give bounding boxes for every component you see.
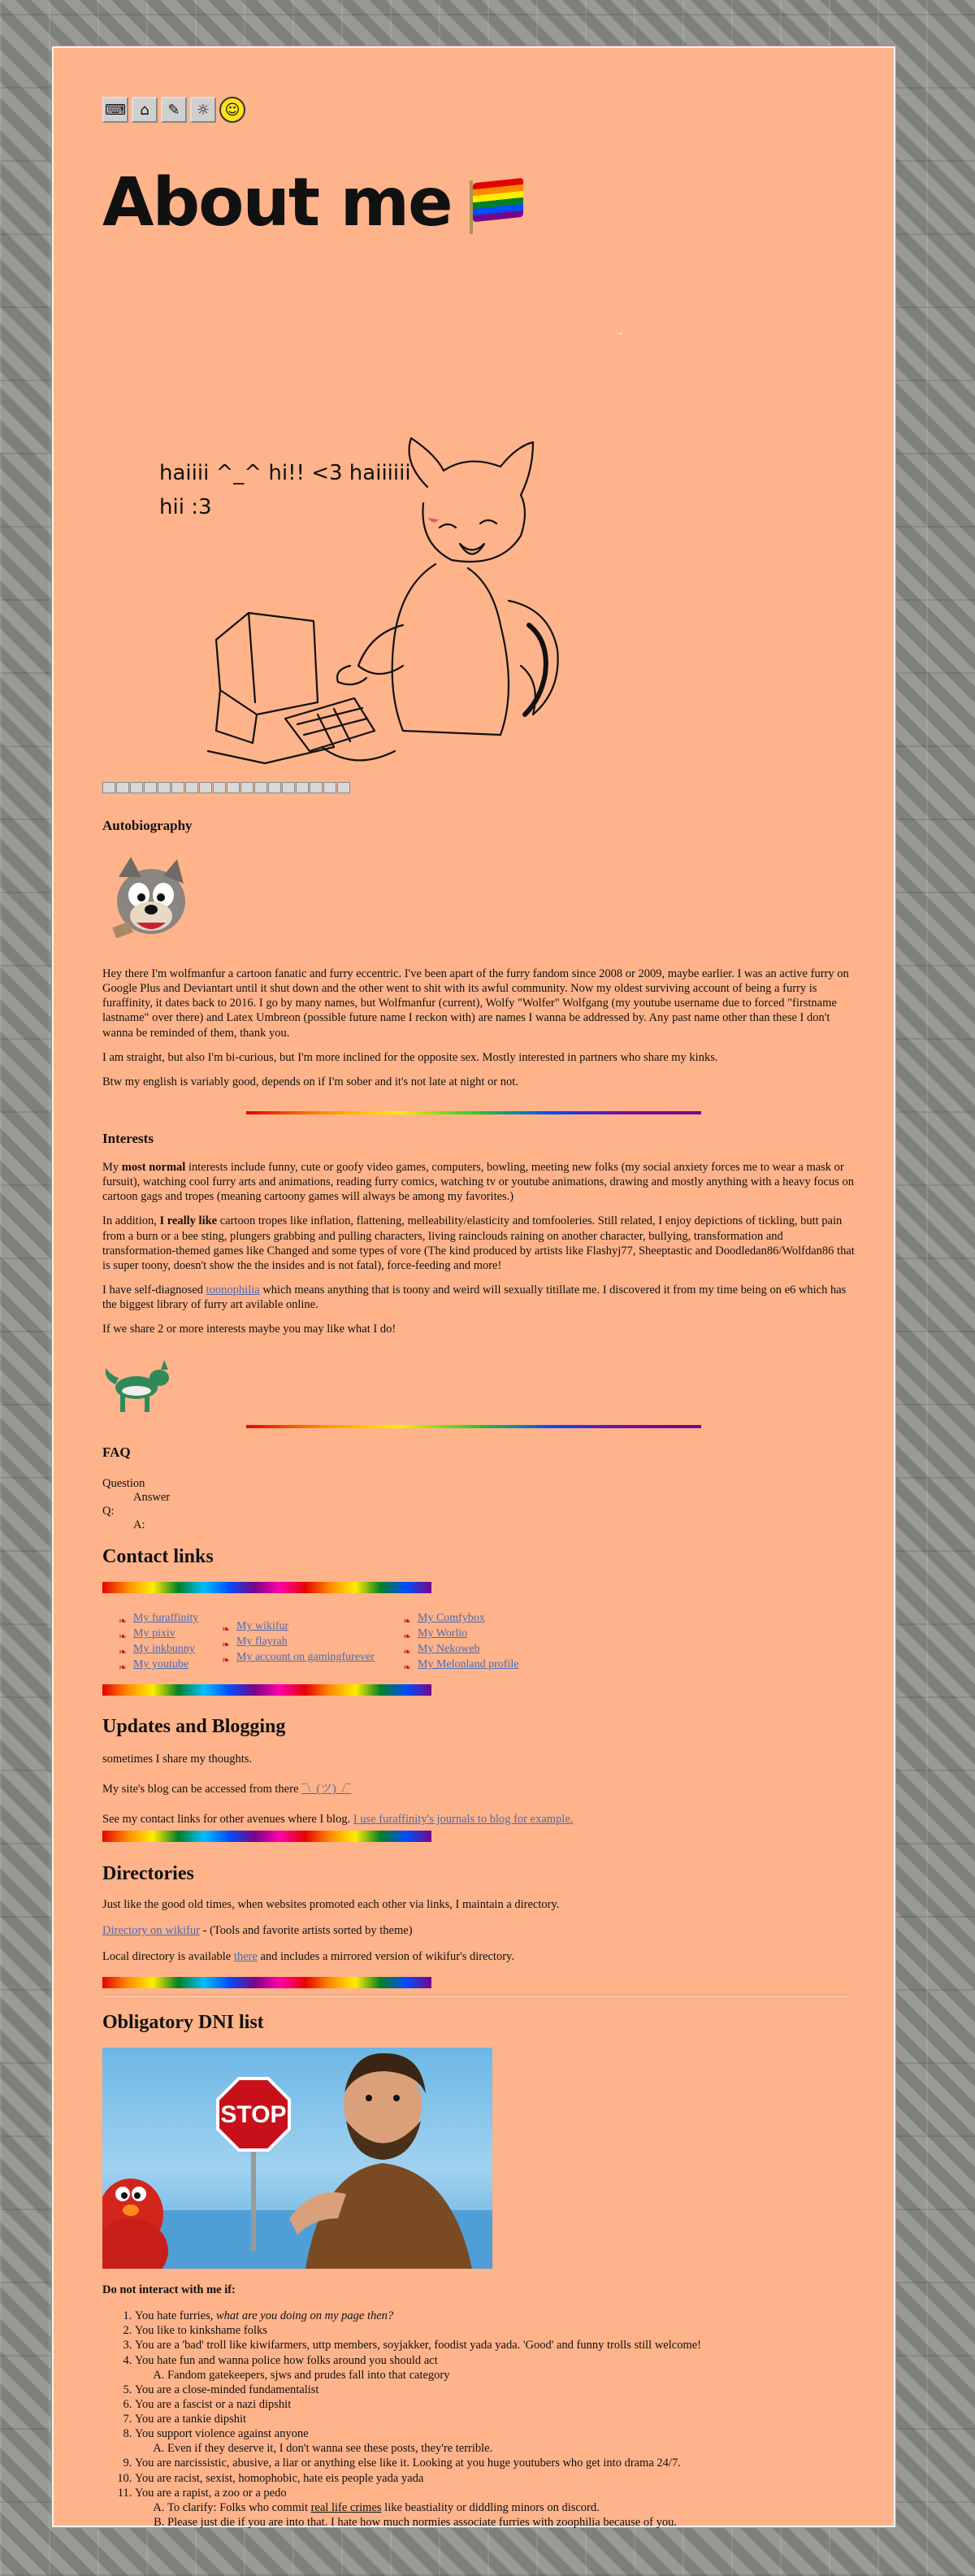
- inkbunny-link[interactable]: My inkbunny: [133, 1643, 195, 1655]
- paw-icon: ❧: [119, 1614, 128, 1627]
- dni-subitem: [167, 2500, 858, 2515]
- contact-column-2: [222, 1618, 375, 1665]
- blog-link[interactable]: ¯\_(ツ)_/¯: [301, 1783, 352, 1796]
- contact-item[interactable]: [403, 1610, 518, 1626]
- text: You hate furries,: [135, 2309, 217, 2323]
- autobiography-body: [102, 967, 858, 1089]
- updates-p1: sometimes I share my thoughts.: [102, 1753, 253, 1766]
- updates-p3: [102, 1812, 858, 1827]
- updates-heading: Updates and Blogging: [102, 1716, 286, 1737]
- paw-icon: ❧: [403, 1645, 412, 1657]
- badge[interactable]: [323, 782, 336, 793]
- real-life-crimes-link[interactable]: real life crimes: [310, 2500, 382, 2514]
- contact-column-3: [403, 1610, 518, 1672]
- directories-p3: [102, 1949, 858, 1964]
- interests-p2: [102, 1214, 858, 1273]
- dni-intro: Do not interact with me if:: [102, 2283, 236, 2296]
- faq-question: Question: [102, 1477, 145, 1490]
- faq-a-label: A:: [133, 1518, 145, 1531]
- page-title: About me: [102, 164, 452, 241]
- dni-subitem: A. Even if they deserve it, I don't wanna see these posts, they're terrible.: [167, 2441, 858, 2456]
- contact-item[interactable]: [119, 1641, 198, 1657]
- dni-subitem: A. Fandom gatekeepers, sjws and prudes fall into that category: [167, 2368, 858, 2383]
- flayrah-link[interactable]: My flayrah: [236, 1636, 288, 1648]
- dni-item: 9. You are narcissistic, abusive, a liar or anything else like it. Looking at you huge youtubers who get into drama 24/7.: [135, 2456, 858, 2470]
- paw-icon: ❧: [222, 1653, 231, 1666]
- badge[interactable]: [185, 782, 198, 793]
- autobiography-heading: Autobiography: [102, 818, 193, 833]
- nav-toolbar: [102, 97, 858, 123]
- gamingfurever-link[interactable]: My account on gamingfurever: [236, 1651, 375, 1663]
- interests-p1: [102, 1160, 858, 1204]
- horizontal-rule: [102, 1995, 850, 1996]
- badge[interactable]: [144, 782, 157, 793]
- interests-heading: Interests: [102, 1131, 154, 1146]
- contact-item[interactable]: [222, 1649, 375, 1665]
- page-panel: [52, 46, 895, 2527]
- autobiography-p2: I am straight, but also I'm bi-curious, but I'm more inclined for the opposite sex. Mostly interested in partners who share my kinks.: [102, 1050, 718, 1064]
- contact-item[interactable]: [403, 1641, 518, 1657]
- comfybox-link[interactable]: My Comfybox: [418, 1612, 485, 1624]
- text: In addition,: [102, 1214, 160, 1228]
- badge[interactable]: [199, 782, 212, 793]
- youtube-link[interactable]: My youtube: [133, 1658, 189, 1670]
- keyboard-icon[interactable]: ⌨: [102, 97, 128, 123]
- contact-item[interactable]: [403, 1657, 518, 1672]
- updates-body: [102, 1752, 858, 1827]
- contact-column-1: [119, 1610, 198, 1672]
- cartoon-wolf-image: [102, 853, 192, 946]
- text: My: [102, 1161, 122, 1174]
- nekoweb-link[interactable]: My Nekoweb: [418, 1643, 480, 1655]
- journals-link[interactable]: I use furaffinity's journals to blog for example.: [353, 1813, 574, 1827]
- smiley-icon[interactable]: ☺: [219, 97, 245, 123]
- contact-heading: Contact links: [102, 1546, 214, 1567]
- contact-item[interactable]: [403, 1626, 518, 1641]
- wikifur-directory-link[interactable]: Directory on wikifur: [102, 1924, 200, 1938]
- rainbow-divider: [246, 1111, 701, 1114]
- lightbulb-icon[interactable]: ☼: [190, 97, 216, 123]
- autobiography-p3: Btw my english is variably good, depends on if I'm sober and it's not late at night or not.: [102, 1075, 518, 1088]
- toonophilia-link[interactable]: toonophilia: [206, 1283, 260, 1297]
- wolf-face-icon: [102, 853, 192, 946]
- stop-sign-scene: [102, 2048, 492, 2269]
- dni-item: 3. You are a 'bad' troll like kiwifarmers, uttp members, soyjakker, foodist yada yada. 'Good' and funny trolls still welcome!: [135, 2338, 858, 2352]
- dni-subitem: B. Please just die if you are into that. I hate how much normies associate furries with zoophilia because of you.: [167, 2515, 858, 2530]
- updates-p2: [102, 1782, 858, 1796]
- running-dog-image: [102, 1355, 176, 1416]
- dni-item: 6. You are a fascist or a nazi dipshit: [135, 2397, 858, 2412]
- text: and includes a mirrored version of wikifur's directory.: [257, 1950, 514, 1964]
- bold-text: I really like: [159, 1214, 218, 1228]
- dni-item: [135, 2486, 858, 2530]
- dni-item: [135, 2353, 858, 2383]
- badge[interactable]: [158, 782, 171, 793]
- badge[interactable]: [268, 782, 281, 793]
- dni-item: [135, 2426, 858, 2456]
- directories-p1: Just like the good old times, when websites promoted each other via links, I maintain a directory.: [102, 1898, 560, 1911]
- faq-body: [102, 1477, 858, 1532]
- text: like beastiality or diddling minors on discord.: [381, 2500, 600, 2514]
- contact-item[interactable]: [119, 1657, 198, 1672]
- green-dog-icon: [102, 1355, 176, 1416]
- directories-heading: Directories: [102, 1863, 194, 1884]
- dni-heading: Obligatory DNI list: [102, 2012, 264, 2033]
- stop-sign-text: STOP: [220, 2101, 287, 2128]
- faq-heading: FAQ: [102, 1444, 131, 1460]
- furaffinity-link[interactable]: My furaffinity: [133, 1612, 199, 1624]
- text: I have self-diagnosed: [102, 1283, 206, 1297]
- dni-item: 2. You like to kinkshame folks: [135, 2323, 858, 2338]
- interests-p3: [102, 1283, 858, 1312]
- dni-item: 7. You are a tankie dipshit: [135, 2412, 858, 2426]
- text: You are a rapist, a zoo or a pedo: [135, 2486, 287, 2500]
- worlio-link[interactable]: My Worlio: [418, 1627, 468, 1640]
- text: Local directory is available: [102, 1950, 234, 1964]
- interests-body: [102, 1160, 858, 1336]
- drawing-text-2: hii :3: [159, 495, 212, 519]
- stop-sign-meme-image: [102, 2048, 492, 2269]
- rainbow-bar: [102, 1831, 431, 1842]
- directories-p2: [102, 1923, 858, 1938]
- home-icon[interactable]: ⌂: [132, 97, 158, 123]
- paw-icon: ❧: [403, 1661, 412, 1673]
- dni-body: [102, 2283, 858, 2530]
- contact-item[interactable]: [119, 1610, 198, 1626]
- text: To clarify: Folks who commit: [167, 2500, 311, 2514]
- bold-text: most normal: [121, 1161, 186, 1174]
- autobiography-p1: Hey there I'm wolfmanfur a cartoon fanatic and furry eccentric. I've been apart of the furry fandom since 2008 or 2009, maybe earlier. I was an active furry on Google Plus and Deviantart until it shut down and the other went to shit with its awful community. Now my oldest surviving account of being a furry is furaffinity, it dates back to 2016. I go by many names, but Wolfmanfur (current), Wolfy "Wolfer" Wolfgang (my youtube username due to forced "firstname lastname" over there) and Latex Umbreon (possible future name I reckon with) are names I wanna be addressed by. Any past name other than these I don't wanna be reminded of them, thank you.: [102, 967, 849, 1040]
- badge[interactable]: [240, 782, 254, 793]
- pride-flag-icon: [466, 180, 523, 226]
- rainbow-bar: [102, 1977, 431, 1988]
- badge[interactable]: [227, 782, 240, 793]
- badge[interactable]: [282, 782, 295, 793]
- page-title-row: [102, 164, 858, 241]
- paw-icon: ❧: [403, 1614, 412, 1627]
- dni-item: 5. You are a close-minded fundamentalist: [135, 2383, 858, 2397]
- contact-item[interactable]: [222, 1618, 375, 1634]
- contact-item[interactable]: [119, 1626, 198, 1641]
- text: My site's blog can be accessed from there: [102, 1783, 301, 1796]
- badge[interactable]: [130, 782, 143, 793]
- local-directory-link[interactable]: there: [233, 1950, 258, 1964]
- italic-text: what are you doing on my page then?: [216, 2309, 394, 2323]
- paw-icon: ❧: [403, 1630, 412, 1642]
- rainbow-bar: [102, 1582, 431, 1593]
- paw-icon: ❧: [119, 1661, 128, 1673]
- text: cartoon tropes like inflation, flattening, melleability/elasticity and tomfooleries. Still related, I enjoy depictions of tickling, butt pain from a burn or a bee sting, plungers grabbing and pulling characters, living rainclouds raining on another character, bullying, transformation and transformation-themed games like Changed and some types of vore (The kind produced by artists like Flashyj77, Sheeptastic and Doodledan86/Wolfdan86 that is super toony, doesn't show the the insides and is not fatal), force-feeding and more!: [102, 1214, 855, 1272]
- paint-icon[interactable]: ✎: [161, 97, 187, 123]
- faq-answer: Answer: [133, 1491, 171, 1504]
- paw-icon: ❧: [119, 1645, 128, 1657]
- badge[interactable]: [296, 782, 309, 793]
- rainbow-divider: [246, 1425, 701, 1428]
- text: See my contact links for other avenues where I blog.: [102, 1813, 353, 1827]
- paw-icon: ❧: [222, 1622, 231, 1635]
- directories-body: [102, 1897, 858, 1964]
- badge[interactable]: [213, 782, 226, 793]
- contact-item[interactable]: [222, 1634, 375, 1649]
- text: interests include funny, cute or goofy video games, computers, bowling, meeting new folks (my social anxiety forces me to wear a mask or fursuit), watching cool furry arts and animations, reading furry comics, watching tv or youtube animations, drawing and mostly anything with a heavy focus on cartoon gags and tropes (meaning cartoony games will always be among my favorites.): [102, 1161, 854, 1204]
- paw-icon: ❧: [119, 1630, 128, 1642]
- badge[interactable]: [116, 782, 129, 793]
- dni-item: 10. You are racist, sexist, homophobic, hate eis people yada yada: [135, 2471, 858, 2486]
- computer-drawing: [159, 422, 647, 771]
- text: - (Tools and favorite artists sorted by theme): [200, 1924, 413, 1938]
- interests-p4: If we share 2 or more interests maybe you may like what I do!: [102, 1323, 396, 1336]
- paw-icon: ❧: [222, 1638, 231, 1650]
- cat-at-computer-sketch: [159, 422, 647, 771]
- faq-q-label: Q:: [102, 1505, 115, 1518]
- badge[interactable]: [310, 782, 323, 793]
- badge[interactable]: [254, 782, 267, 793]
- badge[interactable]: [171, 782, 184, 793]
- pixiv-link[interactable]: My pixiv: [133, 1627, 176, 1640]
- wikifur-link[interactable]: My wikifur: [236, 1620, 289, 1632]
- marquee-arrow: →: [614, 326, 624, 337]
- dni-list: [102, 2309, 858, 2530]
- badge-strip: [102, 782, 858, 793]
- melonland-link[interactable]: My Melonland profile: [418, 1658, 519, 1670]
- rainbow-bar: [102, 1684, 431, 1696]
- badge[interactable]: [102, 782, 115, 793]
- dni-item: [135, 2309, 858, 2323]
- text: which means anything that is toony and weird will sexually titillate me. I discovered it from my time being on e6 which has the biggest library of furry art avilable online.: [102, 1283, 847, 1311]
- text: You support violence against anyone: [135, 2427, 309, 2441]
- text: You hate fun and wanna police how folks around you should act: [135, 2353, 438, 2367]
- badge[interactable]: [337, 782, 350, 793]
- drawing-text-1: haiiii ^_^ hi!! <3 haiiiiii: [159, 461, 411, 485]
